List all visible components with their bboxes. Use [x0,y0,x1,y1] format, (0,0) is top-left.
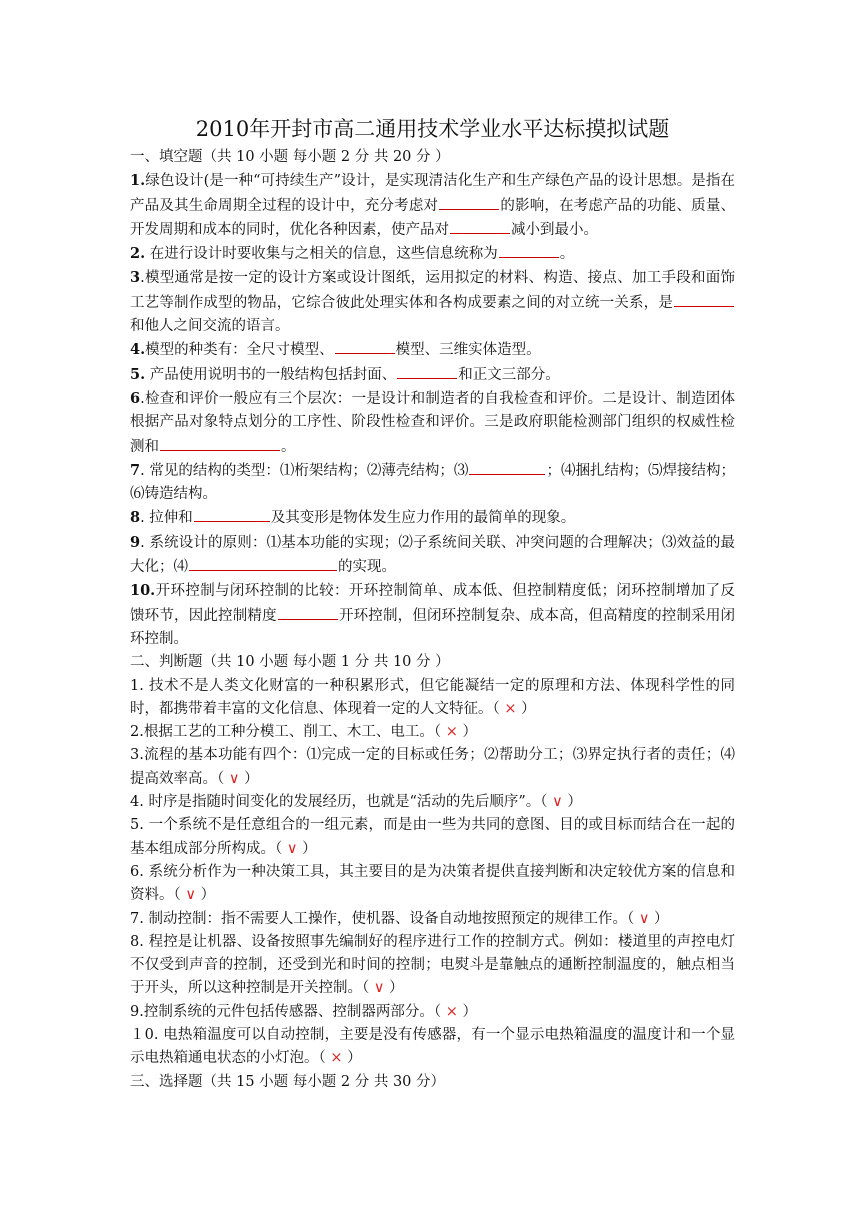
page-title: 2010年开封市高二通用技术学业水平达标摸拟试题 [195,117,670,141]
judge-bracket-end: ） [239,770,259,787]
judge-answer-mark: ∨ [286,840,298,857]
judge-answer-mark: ∨ [373,980,385,997]
question-text: . 拉伸和 [140,510,193,527]
answer-blank[interactable] [450,218,510,234]
section-heading-fill: 一、填空题（共 10 小题 每小题 2 分 共 20 分 ） [130,149,450,165]
judge-text: 1. 技术不是人类文化财富的一种积累形式，但它能凝结一定的原理和方法、体现科学性的同时，都携带着丰富的文化信息、体现着一定的人文特征。（ [130,677,735,717]
question-3 [130,266,735,338]
judge-item [130,744,735,791]
question-text: 的影响，在考虑产品的功能、质量、开发周期和成本的同时，优化各种因素，使产品对 [130,197,735,238]
question-text: 减小到最小。 [511,221,598,238]
judge-text: 5. 一个系统不是任意组合的一组元素，而是由一些为共同的意图、目的或目标而结合在一起的基本组成部分所构成。（ [130,817,735,857]
question-text: 模型的种类有：全尺寸模型、 [145,342,334,359]
judge-bracket-end: ） [457,724,477,741]
question-2 [130,242,735,266]
question-text: .检查和评价一般应有三个层次：一是设计和制造者的自我检查和评价。二是设计、制造团体根据产品对象特点划分的工序性、阶段性检查和评价。三是政府职能检测部门组织的权威性检测和 [130,390,735,455]
question-number: 6 [130,389,141,407]
question-6 [130,387,735,459]
judge-text: 6. 系统分析作为一种决策工具，其主要目的是为决策者提供直接判断和决定较优方案的信息和资料。（ [130,863,735,904]
question-text: 及其变形是物体发生应力作用的最简单的现象。 [270,510,576,527]
question-7 [130,459,735,507]
judge-text: 4. 时序是指随时间变化的发展经历，也就是“活动的先后顺序”。（ [130,794,553,811]
judge-item [130,1024,735,1071]
judge-item [130,814,735,861]
question-9 [130,531,735,580]
judge-bracket-end: ） [297,840,317,857]
judge-list [130,675,735,1071]
answer-blank[interactable] [439,194,499,210]
judge-item [130,721,735,744]
judge-bracket-end: ） [649,910,669,927]
question-5 [130,363,735,387]
judge-text: 9.控制系统的元件包括传感器、控制器两部分。（ [130,1003,446,1020]
question-number: 8 [130,509,141,527]
question-1 [130,169,735,242]
question-text: 和他人之间交流的语言。 [130,318,290,335]
question-text: ；⑷捆扎结构；⑸焊接结构；⑹铸造结构。 [130,462,736,503]
judge-answer-mark: × [445,1003,458,1020]
question-text: 和正文三部分。 [458,366,560,383]
question-text: 在进行设计时要收集与之相关的信息，这些信息统称为 [145,246,498,263]
judge-item [130,791,735,814]
judge-text: 7. 制动控制：指不需要人工操作，使机器、设备自动地按照预定的规律工作。（ [130,910,639,927]
judge-text: １0. 电热箱温度可以自动控制，主要是没有传感器，有一个显示电热箱温度的温度计和一个显示电热箱通电状态的小灯泡。（ [130,1026,735,1067]
question-8 [130,506,735,530]
judge-bracket-end: ） [562,794,582,811]
question-number: 3 [130,269,141,287]
question-text: 开环控制，但闭环控制复杂、成本高，但高精度的控制采用闭环控制。 [130,607,736,647]
judge-item [130,675,735,722]
question-text: 开环控制与闭环控制的比较：开环控制简单、成本低、但控制精度低；闭环控制增加了反馈环节，因此控制精度 [130,583,735,624]
question-number: 1. [130,172,146,190]
question-number: 7 [130,461,141,479]
judge-item [130,861,735,908]
judge-answer-mark: × [330,1050,343,1067]
judge-bracket-end: ） [195,887,216,904]
section-heading-judge: 二、判断题（共 10 小题 每小题 1 分 共 10 分 ） [130,654,450,671]
judge-text: 3.流程的基本功能有四个：⑴完成一定的目标或任务；⑵帮助分工；⑶界定执行者的责任；⑷提高效率高。（ [130,747,735,787]
answer-blank[interactable] [160,435,280,451]
question-text: . 常见的结构的类型：⑴桁架结构；⑵薄壳结构；⑶ [140,462,469,479]
question-text: 。 [559,246,575,263]
judge-bracket-end: ） [457,1003,477,1020]
answer-blank[interactable] [499,242,559,258]
question-text: 模型、三维实体造型。 [395,342,541,359]
judge-answer-mark: ∨ [228,770,240,787]
answer-blank[interactable] [189,555,337,571]
judge-answer-mark: ∨ [552,794,563,811]
judge-answer-mark: ∨ [185,887,196,904]
question-4 [130,338,735,362]
answer-blank[interactable] [335,338,395,354]
judge-answer-mark: × [445,724,458,741]
question-number: 10. [130,582,156,600]
question-text: . 系统设计的原则：⑴基本功能的实现；⑵子系统间关联、冲突问题的合理解决；⑶效益的最大化；⑷ [130,534,735,576]
section-heading-choice: 三、选择题（共 15 小题 每小题 2 分 共 30 分） [130,1073,445,1090]
answer-blank[interactable] [397,363,457,379]
judge-text: 2.根据工艺的工种分模工、削工、木工、电工。（ [130,724,446,741]
judge-item [130,908,735,931]
question-number: 2. [130,245,146,263]
answer-blank[interactable] [194,506,270,522]
question-10 [130,579,735,651]
answer-blank[interactable] [278,604,338,620]
judge-text: 8. 程控是让机器、设备按照事先编制好的程序进行工作的控制方式。例如：楼道里的声控电灯不仅受到声音的控制，还受到光和时间的控制；电熨斗是靠触点的通断控制温度的，触点相当于开头，所以这种控制是开关控制。（ [130,933,735,997]
judge-answer-mark: ∨ [638,910,650,927]
question-number: 4. [130,341,146,359]
question-number: 9 [130,533,141,551]
question-text: 绿色设计(是一种“可持续生产”设计，是实现清洁化生产和生产绿色产品的设计思想。是指在产品及其生命周期全过程的设计中，充分考虑对 [130,173,735,214]
judge-item [130,1001,735,1024]
judge-bracket-end: ） [516,700,536,717]
question-text: .模型通常是按一定的设计方案或设计图纸，运用拟定的材料、构造、接点、加工手段和面饰工艺等制作成型的物品，它综合彼此处理实体和各构成要素之间的对立统一关系，是 [130,270,735,311]
question-text: 。 [281,438,296,455]
question-text: 的实现。 [338,559,396,576]
judge-item [130,931,735,1001]
judge-answer-mark: × [504,700,517,717]
answer-blank[interactable] [469,459,545,475]
answer-blank[interactable] [674,291,734,307]
judge-bracket-end: ） [384,980,404,997]
question-text: 产品使用说明书的一般结构包括封面、 [145,366,397,383]
question-number: 5. [130,365,146,383]
exam-page [130,112,735,1094]
judge-bracket-end: ） [342,1050,362,1067]
